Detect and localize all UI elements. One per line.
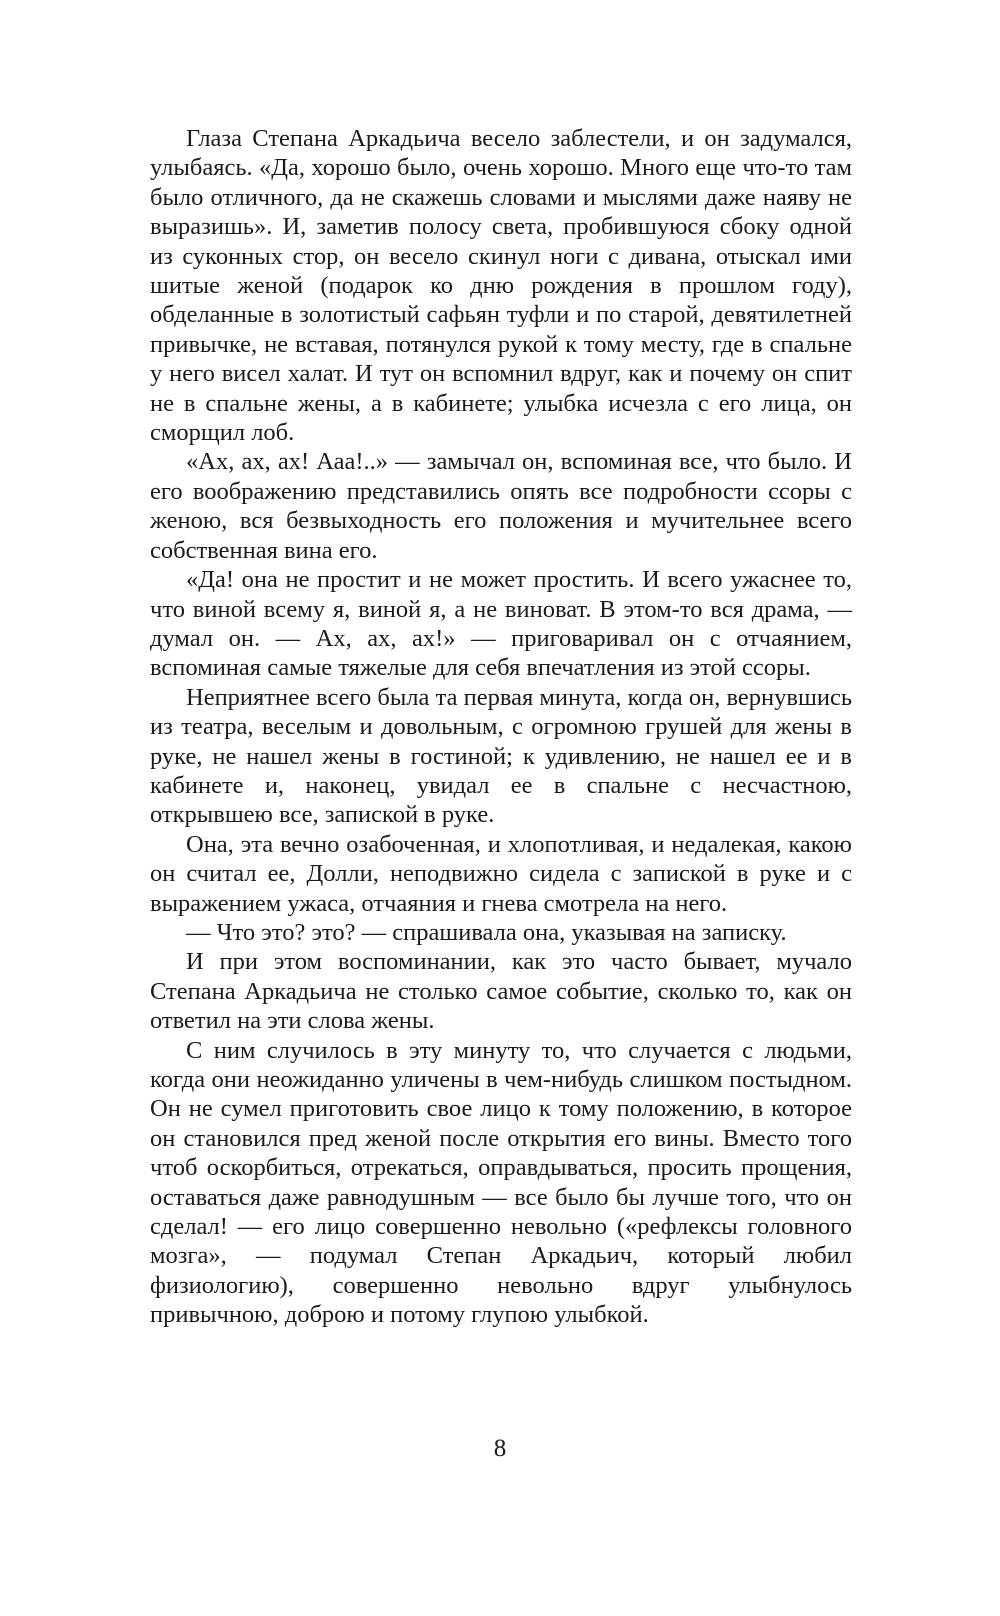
paragraph-4: Неприятнее всего была та первая минута, когда он, вернувшись из театра, веселым и довольным, с огромною грушей для жены в руке, не нашел жены в гостиной; к удивлению, не нашел ее и в кабинете и, наконец, увидал ее в спальне с несчастною, открывшею все, запиской в руке. bbox=[150, 683, 852, 829]
page-number: 8 bbox=[493, 1435, 507, 1462]
paragraph-8: С ним случилось в эту минуту то, что случается с людьми, когда они неожиданно уличены в чем-нибудь слишком постыдном. Он не сумел приготовить свое лицо к тому положению, в которое он становился пред женой после открытия его вины. Вместо того чтоб оскорбиться, отрекаться, оправдываться, просить прощения, оставаться даже равнодушным — все было бы лучше того, что он сделал! — его лицо совершенно невольно («рефлексы головного мозга», — подумал Степан Аркадьич, который любил физиологию), совершенно невольно вдруг улыбнулось привычною, доброю и потому глупою улыбкой. bbox=[150, 1036, 852, 1329]
paragraph-6: — Что это? это? — спрашивала она, указывая на записку. bbox=[186, 918, 787, 946]
paragraph-7: И при этом воспоминании, как это часто бывает, мучало Степана Аркадьича не столько самое событие, сколько то, как он ответил на эти слова жены. bbox=[150, 948, 852, 1035]
paragraph-3: «Да! она не простит и не может простить. И всего ужаснее то, что виной всему я, виной я, а не виноват. В этом-то вся драма, — думал он. — Ах, ах, ах!» — приговаривал он с отчаянием, вспоминая самые тяжелые для себя впечатления из этой ссоры. bbox=[150, 566, 852, 682]
paragraph-5: Она, эта вечно озабоченная, и хлопотливая, и недалекая, какою он считал ее, Долли, неподвижно сидела с запиской в руке и с выражением ужаса, отчаяния и гнева смотрела на него. bbox=[150, 830, 852, 917]
paragraph-1: Глаза Степана Аркадьича весело заблестели, и он задумался, улыбаясь. «Да, хорошо было, очень хорошо. Много еще что-то там было отличного, да не скажешь словами и мыслями даже наяву не выразишь». И, заметив полосу света, пробившуюся сбоку одной из суконных стор, он весело скинул ноги с дивана, отыскал ими шитые женой (подарок ко дню рождения в прошлом году), обделанные в золотистый сафьян туфли и по старой, девятилетней привычке, не вставая, потянулся рукой к тому месту, где в спальне у него висел халат. И тут он вспомнил вдруг, как и почему он спит не в спальне жены, а в кабинете; улыбка исчезла с его лица, он сморщил лоб. bbox=[150, 125, 852, 447]
paragraph-2: «Ах, ах, ах! Ааа!..» — замычал он, вспоминая все, что было. И его воображению представились опять все подробности ссоры с женою, вся безвыходность его положения и мучительнее всего собственная вина его. bbox=[150, 448, 852, 564]
body-text bbox=[150, 124, 852, 1330]
